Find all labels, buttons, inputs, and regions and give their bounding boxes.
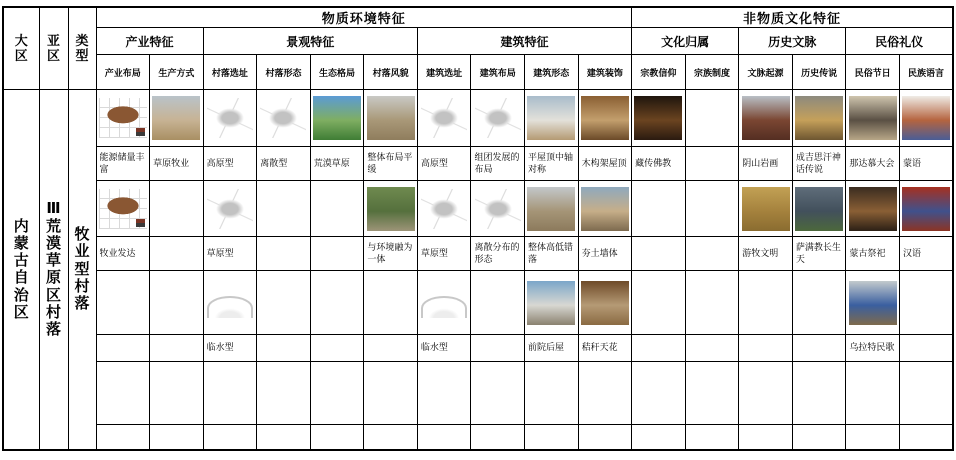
cell-image-r1-religious-belief	[632, 90, 686, 147]
subgroup-landscape: 景观特征	[203, 28, 417, 55]
cell-caption-r3-building-layout	[471, 335, 525, 362]
cell-caption-r4-village-form	[257, 425, 311, 450]
subgroup-historical-context: 历史文脉	[739, 28, 846, 55]
cell-image-r4-building-site	[417, 362, 471, 425]
cell-image-r4-folk-festival	[846, 362, 900, 425]
cell-image-r3-building-site	[417, 271, 471, 335]
group-header-row	[3, 7, 953, 28]
cell-caption-r1-village-site: 高原型	[203, 147, 257, 181]
cell-caption-r3-village-site: 临水型	[203, 335, 257, 362]
group-intangible-culture: 非物质文化特征	[632, 7, 953, 28]
cell-image-r1-building-layout	[471, 90, 525, 147]
cell-caption-r2-village-site: 草原型	[203, 237, 257, 271]
cell-caption-r3-village-form	[257, 335, 311, 362]
village-trees-photo	[367, 187, 415, 231]
col-header-village-style: 村落风貌	[364, 55, 418, 90]
low-rise-village-photo	[527, 187, 575, 231]
village-feature-table	[2, 6, 954, 451]
cell-caption-r1-building-layout: 组团发展的布局	[471, 147, 525, 181]
naadam-horsemen-photo	[849, 96, 897, 140]
cell-image-r1-village-form	[257, 90, 311, 147]
cell-image-r4-ethnic-language	[899, 362, 953, 425]
cell-caption-r2-industry-layout: 牧业发达	[96, 237, 150, 271]
cell-image-r1-production-mode	[150, 90, 204, 147]
cell-image-r4-cultural-origin	[739, 362, 793, 425]
cell-caption-r3-industry-layout	[96, 335, 150, 362]
cell-image-r3-building-decoration	[578, 271, 632, 335]
cell-caption-r4-building-layout	[471, 425, 525, 450]
col-header-production-mode: 生产方式	[150, 55, 204, 90]
cell-caption-r2-cultural-origin: 游牧文明	[739, 237, 793, 271]
cell-caption-r3-building-form: 前院后屋	[525, 335, 579, 362]
cell-caption-r1-folk-festival: 那达慕大会	[846, 147, 900, 181]
region-value-text: 牧业型村落	[74, 226, 90, 313]
cell-caption-r4-cultural-origin	[739, 425, 793, 450]
cell-caption-r3-clan-system	[685, 335, 739, 362]
cell-image-r4-village-form	[257, 362, 311, 425]
cell-image-r4-building-decoration	[578, 362, 632, 425]
cell-caption-r4-village-site	[203, 425, 257, 450]
mongolian-costume-photo	[902, 96, 950, 140]
col-header-building-form: 建筑形态	[525, 55, 579, 90]
col-header-religious-belief: 宗教信仰	[632, 55, 686, 90]
flat-roof-house-photo	[527, 96, 575, 140]
straw-ceiling-photo	[581, 281, 629, 325]
cell-image-r2-clan-system	[685, 181, 739, 237]
cell-caption-r4-folk-festival	[846, 425, 900, 450]
tibetan-buddhism-temple-photo	[634, 96, 682, 140]
region-value-text: 内蒙古自治区	[13, 217, 29, 321]
cell-caption-r2-building-form: 整体高低错落	[525, 237, 579, 271]
cell-caption-r1-building-site: 高原型	[417, 147, 471, 181]
image-row-4	[3, 362, 953, 425]
cell-image-r1-industry-layout	[96, 90, 150, 147]
cell-caption-r1-building-decoration: 木构架屋顶	[578, 147, 632, 181]
caption-row-4	[3, 425, 953, 450]
cell-image-r4-building-form	[525, 362, 579, 425]
cell-image-r4-eco-pattern	[310, 362, 364, 425]
cell-caption-r4-building-form	[525, 425, 579, 450]
col-header-eco-pattern: 生态格局	[310, 55, 364, 90]
cell-caption-r2-building-layout: 离散分布的形态	[471, 237, 525, 271]
table-body	[3, 90, 953, 450]
cell-caption-r4-industry-layout	[96, 425, 150, 450]
cell-caption-r3-folk-festival: 乌拉特民歌	[846, 335, 900, 362]
cell-caption-r1-historical-legend: 成吉思汗神话传说	[792, 147, 846, 181]
cell-caption-r3-building-decoration: 秸秆天花	[578, 335, 632, 362]
cell-image-r3-clan-system	[685, 271, 739, 335]
cell-image-r3-industry-layout	[96, 271, 150, 335]
cell-caption-r1-production-mode: 草原牧业	[150, 147, 204, 181]
cell-image-r4-religious-belief	[632, 362, 686, 425]
village-scene-photo	[367, 96, 415, 140]
cell-image-r3-folk-festival	[846, 271, 900, 335]
subgroup-header-row	[3, 28, 953, 55]
cell-caption-r3-production-mode	[150, 335, 204, 362]
col-header-type	[68, 7, 96, 90]
cell-caption-r4-religious-belief	[632, 425, 686, 450]
cell-image-r2-building-decoration	[578, 181, 632, 237]
image-row-3	[3, 271, 953, 335]
caption-row-1	[3, 147, 953, 181]
cell-caption-r3-eco-pattern	[310, 335, 364, 362]
cell-image-r1-village-site	[203, 90, 257, 147]
cell-image-r3-historical-legend	[792, 271, 846, 335]
region-value-sub-region	[39, 90, 68, 450]
dispersed-layout-sketch	[475, 189, 521, 229]
grassland-herding-photo	[152, 96, 200, 140]
cell-image-r4-village-site	[203, 362, 257, 425]
cell-image-r2-village-form	[257, 181, 311, 237]
col-header-sub-region	[39, 7, 68, 90]
cell-image-r3-village-style	[364, 271, 418, 335]
subgroup-cultural-belonging: 文化归属	[632, 28, 739, 55]
genghis-khan-statue-photo	[795, 96, 843, 140]
cell-image-r2-building-form	[525, 181, 579, 237]
cell-image-r2-cultural-origin	[739, 181, 793, 237]
cell-image-r1-building-site	[417, 90, 471, 147]
cell-image-r1-village-style	[364, 90, 418, 147]
cell-image-r4-village-style	[364, 362, 418, 425]
cell-image-r2-village-site	[203, 181, 257, 237]
cell-image-r3-village-form	[257, 271, 311, 335]
cell-image-r1-cultural-origin	[739, 90, 793, 147]
col-header-cultural-origin: 文脉起源	[739, 55, 793, 90]
desert-grassland-photo	[313, 96, 361, 140]
cluster-layout-sketch	[475, 98, 521, 138]
cell-caption-r1-village-form: 离散型	[257, 147, 311, 181]
cell-image-r2-historical-legend	[792, 181, 846, 237]
cell-image-r1-folk-festival	[846, 90, 900, 147]
cell-image-r3-village-site	[203, 271, 257, 335]
cell-caption-r4-building-decoration	[578, 425, 632, 450]
cell-image-r2-ethnic-language	[899, 181, 953, 237]
cell-image-r3-building-form	[525, 271, 579, 335]
cell-image-r1-building-form	[525, 90, 579, 147]
cell-image-r3-religious-belief	[632, 271, 686, 335]
dispersed-form-sketch	[260, 98, 306, 138]
temple-gate-photo	[902, 187, 950, 231]
cell-image-r2-religious-belief	[632, 181, 686, 237]
plateau-site-sketch	[207, 98, 253, 138]
col-header-building-site: 建筑选址	[417, 55, 471, 90]
group-material-environment: 物质环境特征	[96, 7, 632, 28]
cell-image-r4-industry-layout	[96, 362, 150, 425]
cell-image-r3-cultural-origin	[739, 271, 793, 335]
col-header-village-form: 村落形态	[257, 55, 311, 90]
subgroup-architecture: 建筑特征	[417, 28, 631, 55]
cell-caption-r4-building-site	[417, 425, 471, 450]
waterside-site-sketch	[421, 296, 467, 318]
cell-caption-r4-eco-pattern	[310, 425, 364, 450]
caption-row-3	[3, 335, 953, 362]
inner-mongolia-energy-map	[99, 98, 147, 138]
cell-image-r1-historical-legend	[792, 90, 846, 147]
cell-caption-r2-village-style: 与环境融为一体	[364, 237, 418, 271]
subgroup-folk-etiquette: 民俗礼仪	[846, 28, 953, 55]
cell-image-r1-clan-system	[685, 90, 739, 147]
cell-caption-r2-production-mode	[150, 237, 204, 271]
cell-caption-r3-religious-belief	[632, 335, 686, 362]
cell-caption-r3-building-site: 临水型	[417, 335, 471, 362]
cell-caption-r1-clan-system	[685, 147, 739, 181]
cell-caption-r3-historical-legend	[792, 335, 846, 362]
cell-caption-r1-ethnic-language: 蒙语	[899, 147, 953, 181]
col-header-sub-region-label: 亚区	[46, 32, 60, 63]
cell-caption-r3-ethnic-language	[899, 335, 953, 362]
image-row-2	[3, 181, 953, 237]
cell-caption-r2-historical-legend: 萨满教长生天	[792, 237, 846, 271]
cell-image-r2-village-style	[364, 181, 418, 237]
col-header-type-label: 类型	[75, 32, 89, 63]
cell-caption-r4-clan-system	[685, 425, 739, 450]
plateau-site-sketch	[421, 98, 467, 138]
cell-caption-r1-eco-pattern: 荒漠草原	[310, 147, 364, 181]
yinshan-rock-photo	[742, 96, 790, 140]
cell-image-r2-eco-pattern	[310, 181, 364, 237]
cell-caption-r1-building-form: 平屋顶中轴对称	[525, 147, 579, 181]
cell-image-r2-production-mode	[150, 181, 204, 237]
cell-image-r4-clan-system	[685, 362, 739, 425]
region-value-major-region	[3, 90, 39, 450]
cell-image-r1-eco-pattern	[310, 90, 364, 147]
shrine-interior-photo	[849, 187, 897, 231]
cell-image-r2-industry-layout	[96, 181, 150, 237]
cell-image-r1-building-decoration	[578, 90, 632, 147]
col-header-major-region-label: 大区	[14, 32, 28, 63]
cell-image-r1-ethnic-language	[899, 90, 953, 147]
subgroup-industry: 产业特征	[96, 28, 203, 55]
cell-caption-r2-clan-system	[685, 237, 739, 271]
cell-image-r4-production-mode	[150, 362, 204, 425]
nomadic-rock-art-photo	[742, 187, 790, 231]
col-header-ethnic-language: 民族语言	[899, 55, 953, 90]
cell-caption-r2-folk-festival: 蒙古祭祀	[846, 237, 900, 271]
col-header-major-region	[3, 7, 39, 90]
cell-caption-r1-industry-layout: 能源储量丰富	[96, 147, 150, 181]
cell-caption-r1-village-style: 整体布局平缓	[364, 147, 418, 181]
cell-image-r3-building-layout	[471, 271, 525, 335]
urad-folk-singers-photo	[849, 281, 897, 325]
front-yard-house-photo	[527, 281, 575, 325]
cell-caption-r2-building-site: 草原型	[417, 237, 471, 271]
cell-caption-r2-eco-pattern	[310, 237, 364, 271]
cell-image-r3-ethnic-language	[899, 271, 953, 335]
cell-caption-r4-ethnic-language	[899, 425, 953, 450]
waterside-site-sketch	[207, 296, 253, 318]
col-header-historical-legend: 历史传说	[792, 55, 846, 90]
col-header-folk-festival: 民俗节日	[846, 55, 900, 90]
cell-image-r4-building-layout	[471, 362, 525, 425]
col-header-building-layout: 建筑布局	[471, 55, 525, 90]
cell-image-r3-eco-pattern	[310, 271, 364, 335]
cell-caption-r4-historical-legend	[792, 425, 846, 450]
col-header-clan-system: 宗族制度	[685, 55, 739, 90]
col-header-industry-layout: 产业布局	[96, 55, 150, 90]
cell-image-r2-building-layout	[471, 181, 525, 237]
col-header-building-decoration: 建筑装饰	[578, 55, 632, 90]
cell-caption-r2-ethnic-language: 汉语	[899, 237, 953, 271]
inner-mongolia-pastoral-map	[99, 189, 147, 229]
rammed-earth-house-photo	[581, 187, 629, 231]
cell-caption-r3-cultural-origin	[739, 335, 793, 362]
cell-caption-r2-building-decoration: 夯土墙体	[578, 237, 632, 271]
caption-row-2	[3, 237, 953, 271]
region-value-type	[68, 90, 96, 450]
cell-image-r2-folk-festival	[846, 181, 900, 237]
grassland-site-sketch	[421, 189, 467, 229]
timber-roof-photo	[581, 96, 629, 140]
column-headers-row	[3, 55, 953, 90]
cell-caption-r2-religious-belief	[632, 237, 686, 271]
cell-caption-r4-production-mode	[150, 425, 204, 450]
region-value-text: Ⅲ荒漠草原区村落	[45, 200, 61, 338]
shaman-sky-photo	[795, 187, 843, 231]
cell-caption-r1-religious-belief: 藏传佛教	[632, 147, 686, 181]
cell-caption-r1-cultural-origin: 阴山岩画	[739, 147, 793, 181]
cell-caption-r2-village-form	[257, 237, 311, 271]
cell-caption-r3-village-style	[364, 335, 418, 362]
col-header-village-site: 村落选址	[203, 55, 257, 90]
grassland-site-sketch	[207, 189, 253, 229]
cell-image-r3-production-mode	[150, 271, 204, 335]
image-row-1	[3, 90, 953, 147]
cell-caption-r4-village-style	[364, 425, 418, 450]
cell-image-r2-building-site	[417, 181, 471, 237]
cell-image-r4-historical-legend	[792, 362, 846, 425]
